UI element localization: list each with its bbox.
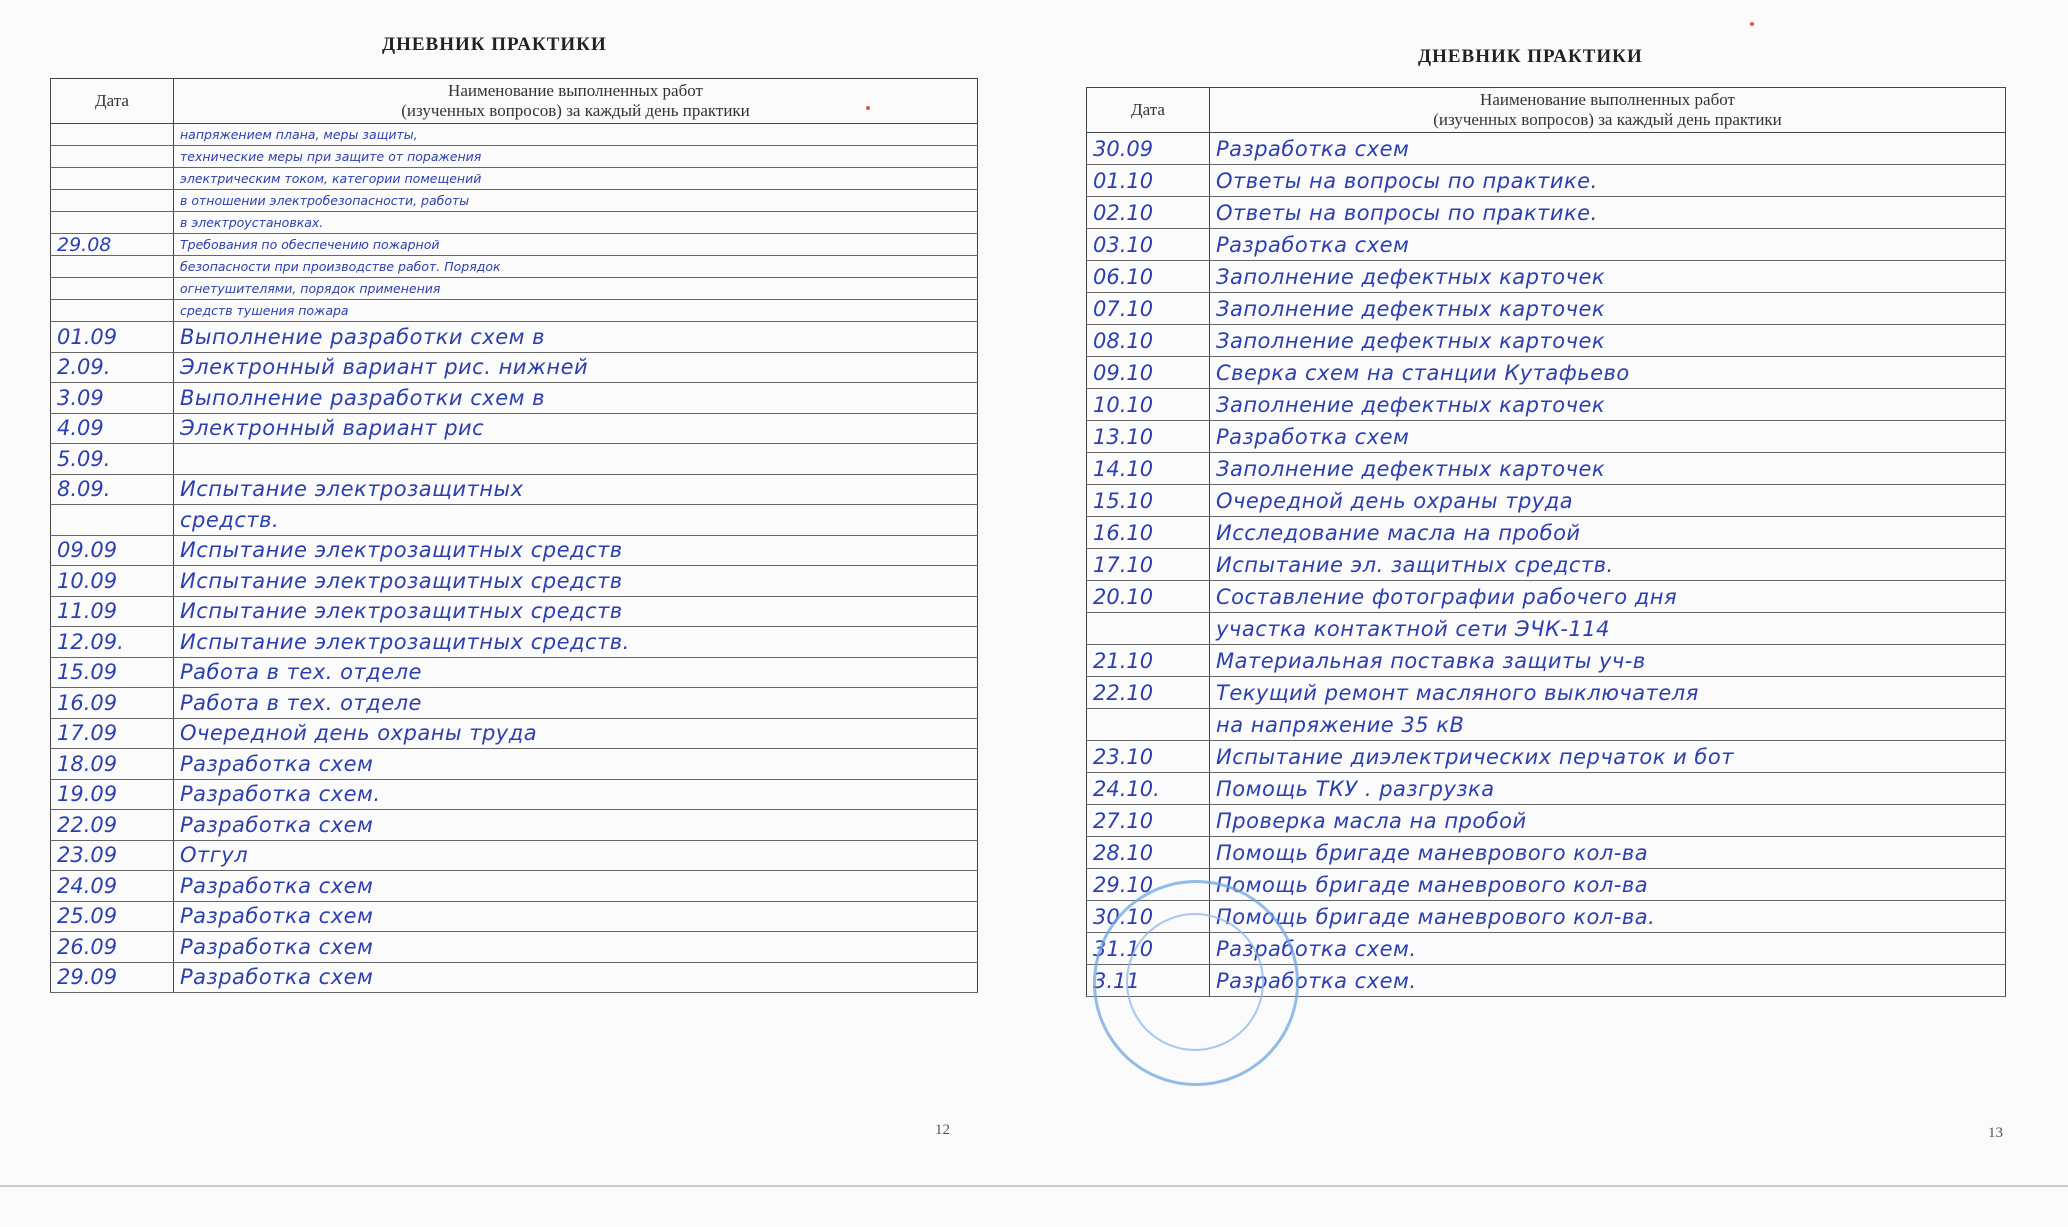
entry-work: Испытание электрозащитных средств xyxy=(174,535,978,566)
table-row xyxy=(1087,357,2006,389)
entry-work: Заполнение дефектных карточек xyxy=(1210,261,2006,293)
entry-work: Электронный вариант рис xyxy=(174,413,978,444)
entry-work: огнетушителями, порядок применения xyxy=(174,278,978,300)
ink-spot xyxy=(1750,22,1754,26)
table-row xyxy=(51,871,978,902)
table-row xyxy=(51,352,978,383)
table-row xyxy=(51,627,978,658)
table-row xyxy=(1087,613,2006,645)
table-row xyxy=(51,474,978,505)
work-column-header xyxy=(174,79,978,124)
table-row xyxy=(1087,453,2006,485)
entry-date: 22.10 xyxy=(1087,677,1210,709)
entry-work: Разработка схем. xyxy=(1210,965,2006,997)
page-title: ДНЕВНИК ПРАКТИКИ xyxy=(382,34,607,55)
date-column-header: Дата xyxy=(51,79,174,124)
entry-work: Текущий ремонт масляного выключателя xyxy=(1210,677,2006,709)
entry-work: Отгул xyxy=(174,840,978,871)
entry-work: Испытание электрозащитных средств. xyxy=(174,627,978,658)
entry-work: Ответы на вопросы по практике. xyxy=(1210,197,2006,229)
entry-date: 24.10. xyxy=(1087,773,1210,805)
entry-date: 01.10 xyxy=(1087,165,1210,197)
table-row xyxy=(51,749,978,780)
entry-work: Разработка схем xyxy=(174,962,978,993)
entry-date: 09.10 xyxy=(1087,357,1210,389)
entry-work: Составление фотографии рабочего дня xyxy=(1210,581,2006,613)
entry-date: 30.09 xyxy=(1087,133,1210,165)
entry-date: 12.09. xyxy=(51,627,174,658)
entry-work: Испытание электрозащитных средств xyxy=(174,596,978,627)
entry-date: 08.10 xyxy=(1087,325,1210,357)
entry-work: Разработка схем xyxy=(174,901,978,932)
table-row xyxy=(1087,677,2006,709)
entry-work: Разработка схем. xyxy=(174,779,978,810)
entry-work: Помощь бригаде маневрового кол-ва xyxy=(1210,869,2006,901)
entry-date: 11.09 xyxy=(51,596,174,627)
entry-date: 31.10 xyxy=(1087,933,1210,965)
entry-work: Помощь бригаде маневрового кол-ва xyxy=(1210,837,2006,869)
table-row xyxy=(51,124,978,146)
entry-date: 10.10 xyxy=(1087,389,1210,421)
table-row xyxy=(51,444,978,475)
entry-date: 27.10 xyxy=(1087,805,1210,837)
entry-work: Выполнение разработки схем в xyxy=(174,322,978,353)
table-row xyxy=(1087,517,2006,549)
entry-date xyxy=(51,300,174,322)
entry-work: безопасности при производстве работ. Порядок xyxy=(174,256,978,278)
entry-date: 22.09 xyxy=(51,810,174,841)
entry-work: Разработка схем. xyxy=(1210,933,2006,965)
table-row xyxy=(51,168,978,190)
entry-date: 15.10 xyxy=(1087,485,1210,517)
entry-date: 17.09 xyxy=(51,718,174,749)
entry-date: 16.09 xyxy=(51,688,174,719)
entry-work: Ответы на вопросы по практике. xyxy=(1210,165,2006,197)
entry-date xyxy=(51,256,174,278)
table-row xyxy=(51,505,978,536)
entry-work: Работа в тех. отделе xyxy=(174,688,978,719)
table-row xyxy=(51,840,978,871)
entry-work: электрическим током, категории помещений xyxy=(174,168,978,190)
entry-date: 3.11 xyxy=(1087,965,1210,997)
table-row xyxy=(1087,421,2006,453)
table-row xyxy=(1087,261,2006,293)
entry-date: 03.10 xyxy=(1087,229,1210,261)
table-row xyxy=(1087,293,2006,325)
entry-work: Разработка схем xyxy=(174,810,978,841)
entry-work: в электроустановках. xyxy=(174,212,978,234)
table-row xyxy=(51,146,978,168)
table-row xyxy=(51,212,978,234)
entry-date xyxy=(51,505,174,536)
table-row xyxy=(1087,581,2006,613)
table-row xyxy=(51,657,978,688)
entry-work: Испытание электрозащитных xyxy=(174,474,978,505)
entry-work: Разработка схем xyxy=(174,932,978,963)
table-row xyxy=(1087,709,2006,741)
entry-date xyxy=(51,146,174,168)
entry-date: 01.09 xyxy=(51,322,174,353)
table-row xyxy=(51,779,978,810)
entry-date: 4.09 xyxy=(51,413,174,444)
entry-date: 24.09 xyxy=(51,871,174,902)
entry-work: участка контактной сети ЭЧК-114 xyxy=(1210,613,2006,645)
entry-date: 25.09 xyxy=(51,901,174,932)
table-row xyxy=(51,566,978,597)
official-stamp xyxy=(1093,880,1299,1086)
entry-work: Материальная поставка защиты уч-в xyxy=(1210,645,2006,677)
table-row xyxy=(51,190,978,212)
entry-date: 20.10 xyxy=(1087,581,1210,613)
entry-date: 2.09. xyxy=(51,352,174,383)
entry-work: Исследование масла на пробой xyxy=(1210,517,2006,549)
table-row xyxy=(51,278,978,300)
page-edge-line xyxy=(0,1185,2068,1187)
entry-date: 21.10 xyxy=(1087,645,1210,677)
page-number: 12 xyxy=(935,1122,950,1138)
entry-work: средств. xyxy=(174,505,978,536)
entry-work: Работа в тех. отделе xyxy=(174,657,978,688)
table-header-row xyxy=(1087,88,2006,133)
entry-work: на напряжение 35 кВ xyxy=(1210,709,2006,741)
ink-spot xyxy=(866,106,870,110)
entry-work: Разработка схем xyxy=(1210,229,2006,261)
entry-work: Разработка схем xyxy=(1210,421,2006,453)
table-header-row xyxy=(51,79,978,124)
diary-table xyxy=(50,78,978,993)
table-row xyxy=(1087,773,2006,805)
table-row xyxy=(1087,325,2006,357)
entry-date: 5.09. xyxy=(51,444,174,475)
work-column-header xyxy=(1210,88,2006,133)
table-row xyxy=(51,535,978,566)
table-row xyxy=(1087,837,2006,869)
entry-work: Испытание эл. защитных средств. xyxy=(1210,549,2006,581)
entry-work: Разработка схем xyxy=(174,749,978,780)
table-row xyxy=(51,962,978,993)
entry-date: 29.10 xyxy=(1087,869,1210,901)
table-row xyxy=(51,234,978,256)
table-row xyxy=(51,810,978,841)
entry-date xyxy=(1087,613,1210,645)
entry-date: 15.09 xyxy=(51,657,174,688)
entry-date: 26.09 xyxy=(51,932,174,963)
entry-date: 09.09 xyxy=(51,535,174,566)
table-row xyxy=(1087,133,2006,165)
table-row xyxy=(51,383,978,414)
entry-date xyxy=(51,212,174,234)
entry-work: напряжением плана, меры защиты, xyxy=(174,124,978,146)
table-row xyxy=(1087,805,2006,837)
entry-work: в отношении электробезопасности, работы xyxy=(174,190,978,212)
entry-work: Заполнение дефектных карточек xyxy=(1210,453,2006,485)
left-page xyxy=(0,0,1040,1180)
entry-date xyxy=(51,278,174,300)
entry-date: 16.10 xyxy=(1087,517,1210,549)
entry-work: Разработка схем xyxy=(174,871,978,902)
entry-work: Очередной день охраны труда xyxy=(1210,485,2006,517)
entry-date: 10.09 xyxy=(51,566,174,597)
entry-work: Помощь бригаде маневрового кол-ва. xyxy=(1210,901,2006,933)
table-row xyxy=(1087,165,2006,197)
entry-work: Сверка схем на станции Кутафьево xyxy=(1210,357,2006,389)
entry-work: Электронный вариант рис. нижней xyxy=(174,352,978,383)
table-row xyxy=(1087,549,2006,581)
entry-date: 18.09 xyxy=(51,749,174,780)
entry-date xyxy=(51,168,174,190)
entry-date: 23.09 xyxy=(51,840,174,871)
table-row xyxy=(51,901,978,932)
entry-date: 3.09 xyxy=(51,383,174,414)
entry-date xyxy=(1087,709,1210,741)
entry-work: Испытание диэлектрических перчаток и бот xyxy=(1210,741,2006,773)
work-header-line2: (изученных вопросов) за каждый день практики xyxy=(1433,110,1782,129)
entry-work: Разработка схем xyxy=(1210,133,2006,165)
table-row xyxy=(1087,197,2006,229)
entry-date: 23.10 xyxy=(1087,741,1210,773)
work-header-line1: Наименование выполненных работ xyxy=(1480,90,1735,109)
entry-date: 8.09. xyxy=(51,474,174,505)
entry-work: Проверка масла на пробой xyxy=(1210,805,2006,837)
entry-date xyxy=(51,190,174,212)
table-row xyxy=(51,932,978,963)
entry-date: 28.10 xyxy=(1087,837,1210,869)
table-row xyxy=(1087,741,2006,773)
entry-work: Очередной день охраны труда xyxy=(174,718,978,749)
table-row xyxy=(1087,485,2006,517)
date-column-header: Дата xyxy=(1087,88,1210,133)
stamp-inner-ring xyxy=(1126,913,1264,1051)
table-row xyxy=(1087,645,2006,677)
table-row xyxy=(51,718,978,749)
entry-date: 14.10 xyxy=(1087,453,1210,485)
entry-work: технические меры при защите от поражения xyxy=(174,146,978,168)
entry-work: Заполнение дефектных карточек xyxy=(1210,389,2006,421)
work-header-line2: (изученных вопросов) за каждый день практики xyxy=(401,101,750,120)
entry-work: Требования по обеспечению пожарной xyxy=(174,234,978,256)
table-row xyxy=(51,413,978,444)
entry-work: Заполнение дефектных карточек xyxy=(1210,325,2006,357)
diary-body xyxy=(1087,133,2006,997)
entry-work: Испытание электрозащитных средств xyxy=(174,566,978,597)
diary-body xyxy=(51,124,978,993)
page-number: 13 xyxy=(1988,1125,2003,1141)
entry-work xyxy=(174,444,978,475)
table-row xyxy=(51,300,978,322)
entry-date: 29.08 xyxy=(51,234,174,256)
entry-date: 06.10 xyxy=(1087,261,1210,293)
entry-date: 07.10 xyxy=(1087,293,1210,325)
entry-date: 29.09 xyxy=(51,962,174,993)
entry-date: 13.10 xyxy=(1087,421,1210,453)
table-row xyxy=(51,688,978,719)
diary-table xyxy=(1086,87,2006,997)
work-header-line1: Наименование выполненных работ xyxy=(448,81,703,100)
entry-date: 02.10 xyxy=(1087,197,1210,229)
entry-work: Заполнение дефектных карточек xyxy=(1210,293,2006,325)
entry-date xyxy=(51,124,174,146)
page-title: ДНЕВНИК ПРАКТИКИ xyxy=(1418,46,1643,67)
entry-work: Выполнение разработки схем в xyxy=(174,383,978,414)
entry-work: средств тушения пожара xyxy=(174,300,978,322)
entry-date: 30.10 xyxy=(1087,901,1210,933)
table-row xyxy=(51,322,978,353)
entry-date: 19.09 xyxy=(51,779,174,810)
table-row xyxy=(1087,229,2006,261)
table-row xyxy=(51,256,978,278)
table-row xyxy=(51,596,978,627)
entry-date: 17.10 xyxy=(1087,549,1210,581)
entry-work: Помощь ТКУ . разгрузка xyxy=(1210,773,2006,805)
table-row xyxy=(1087,389,2006,421)
